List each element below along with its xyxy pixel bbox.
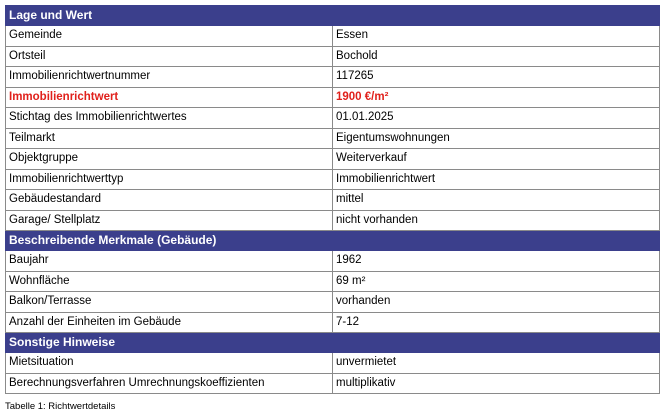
row-label: Anzahl der Einheiten im Gebäude bbox=[6, 312, 333, 333]
row-label: Balkon/Terrasse bbox=[6, 292, 333, 313]
section-header-lage-und-wert bbox=[6, 6, 660, 26]
table-row bbox=[6, 190, 660, 211]
row-value: 69 m² bbox=[333, 271, 660, 292]
richtwert-details-table bbox=[5, 5, 660, 394]
row-value: Eigentumswohnungen bbox=[333, 128, 660, 149]
table-row bbox=[6, 353, 660, 374]
section-title: Beschreibende Merkmale (Gebäude) bbox=[6, 231, 660, 251]
section-header-sonstige-hinweise bbox=[6, 333, 660, 353]
row-value: Immobilienrichtwert bbox=[333, 169, 660, 190]
table-caption: Tabelle 1: Richtwertdetails bbox=[5, 401, 116, 412]
row-value: 01.01.2025 bbox=[333, 108, 660, 129]
table-row bbox=[6, 292, 660, 313]
richtwert-details-table-container bbox=[5, 5, 660, 394]
row-value: 7-12 bbox=[333, 312, 660, 333]
row-label: Gebäudestandard bbox=[6, 190, 333, 211]
table-row bbox=[6, 46, 660, 67]
table-row bbox=[6, 251, 660, 272]
table-row bbox=[6, 149, 660, 170]
table-row bbox=[6, 271, 660, 292]
row-value: 1900 €/m² bbox=[333, 87, 660, 108]
row-value: multiplikativ bbox=[333, 373, 660, 394]
row-value: Weiterverkauf bbox=[333, 149, 660, 170]
table-row-highlighted bbox=[6, 87, 660, 108]
table-row bbox=[6, 210, 660, 231]
row-label: Wohnfläche bbox=[6, 271, 333, 292]
row-label: Gemeinde bbox=[6, 26, 333, 47]
table-row bbox=[6, 128, 660, 149]
row-label: Objektgruppe bbox=[6, 149, 333, 170]
row-label: Stichtag des Immobilienrichtwertes bbox=[6, 108, 333, 129]
table-row bbox=[6, 169, 660, 190]
table-row bbox=[6, 26, 660, 47]
row-label: Immobilienrichtwerttyp bbox=[6, 169, 333, 190]
table-row bbox=[6, 108, 660, 129]
row-label: Immobilienrichtwertnummer bbox=[6, 67, 333, 88]
section-title: Sonstige Hinweise bbox=[6, 333, 660, 353]
row-label: Ortsteil bbox=[6, 46, 333, 67]
section-header-beschreibende-merkmale bbox=[6, 231, 660, 251]
table-row bbox=[6, 67, 660, 88]
row-value: vorhanden bbox=[333, 292, 660, 313]
row-value: mittel bbox=[333, 190, 660, 211]
row-value: Essen bbox=[333, 26, 660, 47]
row-value: Bochold bbox=[333, 46, 660, 67]
section-title: Lage und Wert bbox=[6, 6, 660, 26]
row-label: Garage/ Stellplatz bbox=[6, 210, 333, 231]
row-label: Berechnungsverfahren Umrechnungskoeffizienten bbox=[6, 373, 333, 394]
row-value: unvermietet bbox=[333, 353, 660, 374]
row-label: Mietsituation bbox=[6, 353, 333, 374]
row-value: 1962 bbox=[333, 251, 660, 272]
row-label: Baujahr bbox=[6, 251, 333, 272]
row-value: nicht vorhanden bbox=[333, 210, 660, 231]
row-label: Teilmarkt bbox=[6, 128, 333, 149]
table-row bbox=[6, 312, 660, 333]
table-row bbox=[6, 373, 660, 394]
row-label: Immobilienrichtwert bbox=[6, 87, 333, 108]
row-value: 117265 bbox=[333, 67, 660, 88]
